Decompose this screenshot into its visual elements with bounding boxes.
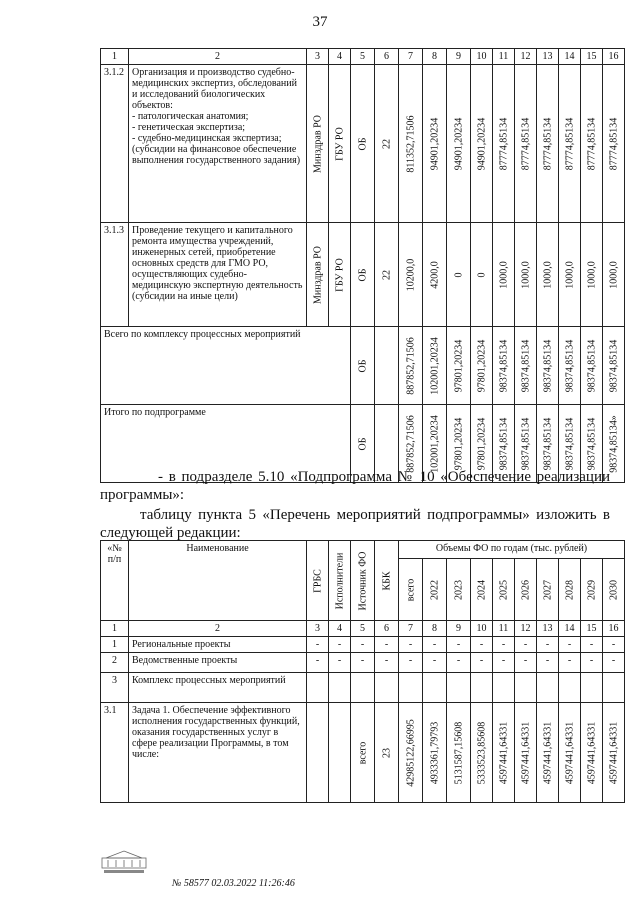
- column-number: 15: [581, 49, 603, 65]
- column-number: 10: [471, 621, 493, 637]
- column-number: 14: [559, 621, 581, 637]
- amount-cell: 94901,20234: [423, 65, 447, 223]
- table-header-row: [101, 541, 625, 559]
- amount-cell: 42985122,66995: [399, 703, 423, 803]
- total-label: Итого по подпрограмме: [101, 405, 351, 483]
- amount-cell: 811352,71506: [399, 65, 423, 223]
- value-cell: [493, 673, 515, 703]
- grbs-cell: Минздрав РО: [307, 223, 329, 327]
- value-cell: -: [559, 637, 581, 653]
- value-cell: -: [537, 637, 559, 653]
- executor-cell: [329, 703, 351, 803]
- year-header: 2026: [515, 559, 537, 621]
- column-number: 3: [307, 49, 329, 65]
- column-number: 3: [307, 621, 329, 637]
- amount-cell: 98374,85134: [515, 327, 537, 405]
- value-cell: -: [375, 637, 399, 653]
- table-row: [101, 65, 625, 223]
- table-index-row: [101, 621, 625, 637]
- kbk-cell: 22: [375, 223, 399, 327]
- amount-cell: 98374,85134: [559, 405, 581, 483]
- value-cell: [423, 673, 447, 703]
- year-header: всего: [399, 559, 423, 621]
- year-header: 2030: [603, 559, 625, 621]
- column-number: 13: [537, 49, 559, 65]
- grbs-cell: Минздрав РО: [307, 65, 329, 223]
- value-cell: -: [493, 637, 515, 653]
- amount-cell: 4597441,64331: [559, 703, 581, 803]
- value-cell: -: [307, 653, 329, 673]
- amount-cell: 1000,0: [515, 223, 537, 327]
- column-number: 2: [129, 49, 307, 65]
- expenses-table-top: [100, 48, 625, 483]
- amount-cell: 4597441,64331: [581, 703, 603, 803]
- amount-cell: 5333523,85608: [471, 703, 493, 803]
- amount-cell: 0: [471, 223, 493, 327]
- value-cell: [351, 673, 375, 703]
- source-cell: ОБ: [351, 405, 375, 483]
- amount-cell: 98374,85134: [559, 327, 581, 405]
- document-footer: № 58577 02.03.2022 11:26:46: [172, 878, 295, 889]
- column-number: 13: [537, 621, 559, 637]
- amount-cell: 87774,85134: [493, 65, 515, 223]
- table-row-total-complex: [101, 327, 625, 405]
- value-cell: -: [471, 637, 493, 653]
- value-cell: -: [351, 637, 375, 653]
- table-row: [101, 653, 625, 673]
- amount-cell: 102001,20234: [423, 405, 447, 483]
- column-number: 12: [515, 49, 537, 65]
- amount-cell: 4597441,64331: [537, 703, 559, 803]
- value-cell: [375, 673, 399, 703]
- column-number: 2: [129, 621, 307, 637]
- column-number: 12: [515, 621, 537, 637]
- row-number: 1: [101, 637, 129, 653]
- amount-cell: 102001,20234: [423, 327, 447, 405]
- header-grbs: ГРБС: [307, 541, 329, 621]
- header-name: Наименование: [129, 541, 307, 621]
- measure-name: Задача 1. Обеспечение эффективного исполнения государственных функций, оказания государственных услуг в сфере реализации Программы, в том числе:: [129, 703, 307, 803]
- amount-cell: 97801,20234: [447, 405, 471, 483]
- kbk-cell: [375, 327, 399, 405]
- amount-cell: 887852,71506: [399, 327, 423, 405]
- source-cell: всего: [351, 703, 375, 803]
- column-number: 15: [581, 621, 603, 637]
- value-cell: -: [329, 653, 351, 673]
- table-row: [101, 223, 625, 327]
- amount-cell: 87774,85134: [559, 65, 581, 223]
- value-cell: -: [399, 637, 423, 653]
- value-cell: [537, 673, 559, 703]
- amount-cell: 87774,85134: [603, 65, 625, 223]
- column-number: 6: [375, 621, 399, 637]
- value-cell: [581, 673, 603, 703]
- year-header: 2023: [447, 559, 471, 621]
- column-number: 14: [559, 49, 581, 65]
- value-cell: [603, 673, 625, 703]
- year-header: 2025: [493, 559, 515, 621]
- value-cell: -: [515, 653, 537, 673]
- row-number: 3.1.2: [101, 65, 129, 223]
- amount-cell: 94901,20234: [471, 65, 493, 223]
- paragraph-subsection: - в подразделе 5.10 «Подпрограмма № 10 «Обеспечение реализации программы»:: [100, 469, 610, 503]
- total-label: Всего по комплексу процессных мероприятий: [101, 327, 351, 405]
- row-number: 3.1.3: [101, 223, 129, 327]
- value-cell: -: [307, 637, 329, 653]
- amount-cell: 98374,85134»: [603, 405, 625, 483]
- amount-cell: 98374,85134: [603, 327, 625, 405]
- amount-cell: 5131587,15608: [447, 703, 471, 803]
- year-header: 2029: [581, 559, 603, 621]
- year-header: 2027: [537, 559, 559, 621]
- column-number: 7: [399, 621, 423, 637]
- value-cell: [515, 673, 537, 703]
- value-cell: -: [581, 637, 603, 653]
- measure-name: Проведение текущего и капитального ремонта имущества учреждений, инженерных сетей, приобретение основных средств для ГМО РО, осуществляющих судебно-медицинскую экспертную деятельность (субсидии на иные цели): [129, 223, 307, 327]
- column-number: 8: [423, 49, 447, 65]
- header-source: Источник ФО: [351, 541, 375, 621]
- column-number: 9: [447, 621, 471, 637]
- amount-cell: 97801,20234: [447, 327, 471, 405]
- kbk-cell: 22: [375, 65, 399, 223]
- kbk-cell: 23: [375, 703, 399, 803]
- amount-cell: 4597441,64331: [515, 703, 537, 803]
- measures-table: [100, 540, 625, 803]
- value-cell: -: [399, 653, 423, 673]
- column-number: 11: [493, 621, 515, 637]
- amount-cell: 87774,85134: [581, 65, 603, 223]
- amount-cell: 97801,20234: [471, 405, 493, 483]
- measure-name: Организация и производство судебно-медицинских экспертиз, обследований и исследований биологических объектов: - патологическая анатомия; - генетическая экспертиза; - судебно-медицинская экспертиза; (субсидии на финансовое обеспечение выполнения государственного задания): [129, 65, 307, 223]
- column-number: 16: [603, 49, 625, 65]
- value-cell: [307, 673, 329, 703]
- table-header-row: [101, 49, 625, 65]
- amount-cell: 1000,0: [493, 223, 515, 327]
- column-number: 5: [351, 621, 375, 637]
- amount-cell: 98374,85134: [493, 405, 515, 483]
- row-number: 3: [101, 673, 129, 703]
- amount-cell: 4933361,79793: [423, 703, 447, 803]
- amount-cell: 4200,0: [423, 223, 447, 327]
- header-volumes: Объемы ФО по годам (тыс. рублей): [399, 541, 625, 559]
- value-cell: -: [447, 653, 471, 673]
- column-number: 4: [329, 49, 351, 65]
- value-cell: -: [351, 653, 375, 673]
- source-cell: ОБ: [351, 223, 375, 327]
- source-cell: ОБ: [351, 65, 375, 223]
- column-number: 4: [329, 621, 351, 637]
- year-header: 2024: [471, 559, 493, 621]
- amount-cell: 87774,85134: [537, 65, 559, 223]
- value-cell: [399, 673, 423, 703]
- grbs-cell: [307, 703, 329, 803]
- amount-cell: 94901,20234: [447, 65, 471, 223]
- value-cell: [447, 673, 471, 703]
- table-row: [101, 637, 625, 653]
- header-num: «№ п/п: [101, 541, 129, 621]
- amount-cell: 4597441,64331: [493, 703, 515, 803]
- amount-cell: 1000,0: [537, 223, 559, 327]
- paragraph-instruction: таблицу пункта 5 «Перечень мероприятий подпрограммы» изложить в следующей редакции:: [100, 507, 610, 541]
- amount-cell: 1000,0: [581, 223, 603, 327]
- header-kbk: КБК: [375, 541, 399, 621]
- column-number: 7: [399, 49, 423, 65]
- amount-cell: 4597441,64331: [603, 703, 625, 803]
- value-cell: -: [423, 653, 447, 673]
- value-cell: -: [329, 637, 351, 653]
- amount-cell: 10200,0: [399, 223, 423, 327]
- registry-stamp-icon: [100, 848, 148, 876]
- value-cell: -: [471, 653, 493, 673]
- column-number: 11: [493, 49, 515, 65]
- measure-name: Ведомственные проекты: [129, 653, 307, 673]
- header-executors: Исполнители: [329, 541, 351, 621]
- source-cell: ОБ: [351, 327, 375, 405]
- row-number: 2: [101, 653, 129, 673]
- amount-cell: 98374,85134: [515, 405, 537, 483]
- row-number: 3.1: [101, 703, 129, 803]
- value-cell: -: [559, 653, 581, 673]
- value-cell: -: [581, 653, 603, 673]
- value-cell: -: [537, 653, 559, 673]
- amount-cell: 98374,85134: [581, 405, 603, 483]
- value-cell: [329, 673, 351, 703]
- year-header: 2022: [423, 559, 447, 621]
- amount-cell: 0: [447, 223, 471, 327]
- value-cell: -: [447, 637, 471, 653]
- table-row: [101, 673, 625, 703]
- measure-name: Региональные проекты: [129, 637, 307, 653]
- value-cell: [471, 673, 493, 703]
- year-header: 2028: [559, 559, 581, 621]
- amount-cell: 98374,85134: [537, 405, 559, 483]
- column-number: 16: [603, 621, 625, 637]
- amount-cell: 98374,85134: [537, 327, 559, 405]
- value-cell: -: [515, 637, 537, 653]
- table-row-task: [101, 703, 625, 803]
- amount-cell: 98374,85134: [493, 327, 515, 405]
- column-number: 1: [101, 49, 129, 65]
- executor-cell: ГБУ РО: [329, 223, 351, 327]
- amount-cell: 1000,0: [603, 223, 625, 327]
- amount-cell: 97801,20234: [471, 327, 493, 405]
- value-cell: -: [375, 653, 399, 673]
- executor-cell: ГБУ РО: [329, 65, 351, 223]
- column-number: 5: [351, 49, 375, 65]
- value-cell: -: [493, 653, 515, 673]
- column-number: 9: [447, 49, 471, 65]
- amount-cell: 1000,0: [559, 223, 581, 327]
- column-number: 10: [471, 49, 493, 65]
- value-cell: -: [603, 637, 625, 653]
- amount-cell: 87774,85134: [515, 65, 537, 223]
- value-cell: -: [603, 653, 625, 673]
- value-cell: -: [423, 637, 447, 653]
- value-cell: [559, 673, 581, 703]
- column-number: 6: [375, 49, 399, 65]
- column-number: 1: [101, 621, 129, 637]
- measure-name: Комплекс процессных мероприятий: [129, 673, 307, 703]
- amount-cell: 887852,71506: [399, 405, 423, 483]
- amount-cell: 98374,85134: [581, 327, 603, 405]
- column-number: 8: [423, 621, 447, 637]
- page-number: 37: [312, 14, 328, 30]
